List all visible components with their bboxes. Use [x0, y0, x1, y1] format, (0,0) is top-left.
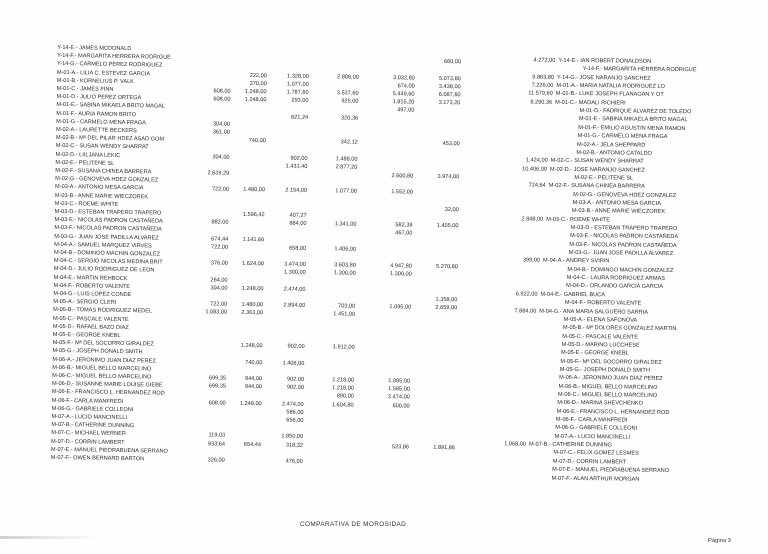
left-row-value: 902,00 — [286, 384, 304, 392]
left-row-value: 1.095,00 — [389, 304, 412, 311]
right-row-name: M-04-G.- ANA MARIA SALGUERO SARRIA — [539, 308, 649, 316]
left-row-value: 1.624,00 — [242, 261, 264, 268]
right-row-name: M-04-A.- ANDREY SVIRIN — [543, 258, 610, 265]
right-row-name: M-02-E.- PELITENE SL — [574, 174, 634, 182]
left-row-value: 476,00 — [285, 458, 303, 465]
left-row-value: 6.087,60 — [438, 91, 461, 99]
right-row-name: M-07-E.- MANUEL PIEDRABUENA SERRANO — [552, 466, 670, 475]
left-row-value: 2.639,29 — [207, 170, 230, 177]
left-row-value: 586,00 — [286, 409, 304, 416]
left-row-value: 318,32 — [285, 442, 304, 449]
left-row-value: 1.406,00 — [334, 246, 357, 253]
right-row-name: M-01-B.- LUKE JOSEPH FLANAGAN Y OT — [555, 91, 664, 99]
left-row-name: M-03-E.- NICOLAS PADRON CASTAÑEDA — [54, 217, 163, 225]
right-row-name: Y-14-F.- MARGARITA HERRERA RODRIGUE — [582, 66, 697, 74]
left-row-value: 1.912,00 — [332, 344, 355, 351]
right-row-name: M-07-C.- FELIX GOMEZ LESMES — [553, 450, 639, 458]
left-row-name: M-03-G.- JUAN JOSE PADILLA ALVAREZ — [54, 233, 159, 242]
left-row-value: 119,03 — [208, 432, 226, 439]
left-row-value: 884,00 — [289, 220, 307, 228]
right-row-name: M-02-F.- SUSANA CHINEA BARRERA — [548, 182, 645, 190]
left-row-value: 699,35 — [208, 375, 227, 382]
left-row-value: 1.405,00 — [436, 223, 459, 230]
left-row-name: M-05-C.- PASCALE VALENTE — [52, 315, 129, 323]
left-row-value: 1.300,00 — [283, 269, 306, 277]
left-row-name: M-05-E.- GEORGE KNEBL — [52, 331, 121, 339]
right-row-name: M-01-A.- MARIA NATALIA RODRIGUEZ LO — [556, 82, 666, 90]
left-row-value: 2.894,00 — [283, 302, 306, 310]
left-row-value: 497,00 — [397, 107, 415, 114]
right-row-name: M-03-E.- NICOLAS PADRON CASTAÑEDA — [569, 233, 679, 241]
left-row-value: 2.659,00 — [435, 305, 458, 312]
left-row-value: 621,24 — [291, 114, 309, 121]
left-row-value: 370,00 — [249, 80, 267, 87]
left-row-name: M-07-D.- CORRIN LAMBERT — [51, 438, 125, 446]
left-row-name: M-06-G.- GABRIELE COLLEONI — [51, 405, 134, 413]
left-row-name: M-04-F.- ROBERTO VALENTE — [53, 282, 131, 290]
right-row-name: Y-14-E.- IAN ROBERT DONALDSON — [558, 57, 652, 65]
left-row-value: 2.154,00 — [285, 187, 308, 195]
left-row-value: 1.083,00 — [205, 309, 228, 316]
left-row-name: M-07-B.- CATHERINE DUNNING — [51, 422, 135, 430]
left-row-value: 582,38 — [395, 222, 413, 229]
left-row-value: 1.480,00 — [241, 302, 264, 309]
right-row-name: M-04-C.- LAURA RODRIGUEZ ARMAS — [566, 275, 666, 283]
left-row-name: M-04-D.- JULIO RODRIGUEZ DE LEON — [53, 266, 155, 274]
left-row-name: M-05-D.- RAFAEL BAZO DIAZ — [52, 323, 129, 331]
left-row-value: 3.603,80 — [334, 262, 356, 269]
right-row-name: M-02-G.- GENOVEVA HDEZ GONZALEZ — [573, 191, 677, 199]
left-row-name: M-07-C.- MICHAEL WERNER — [51, 430, 126, 438]
left-row-name: M-05-G.- JOSEPH DONALD SMITH — [52, 348, 143, 356]
left-row-name: M-01-G.- CARMELO MENA FRAGA — [56, 118, 146, 127]
right-row-amount: 724,64 — [528, 182, 546, 189]
right-row-name: M-06-C.- MIGUEL BELLO MARCELINO — [557, 391, 658, 399]
left-row-name: M-01-D.- JULIO PEREZ ORTEGA — [56, 94, 142, 102]
right-row-amount: 7.226,00 — [531, 82, 554, 89]
left-row-name: M-01-F.- AURIA RAMON BRITO — [56, 110, 137, 118]
left-row-name: M-05-F.- Mª DEL SOCORRO GIRALDEZ — [52, 340, 154, 348]
left-row-name: M-01-B.- KORNELIUS P. VALK — [56, 77, 134, 85]
left-row-value: 1.850,00 — [281, 433, 304, 441]
left-row-value: 656,00 — [286, 417, 304, 424]
right-row-name: M-03-F.- NICOLAS PADRON CASTAÑEDA — [569, 241, 677, 249]
right-row-name: M-06-A.- JERONIMO JUAN DIAZ PEREZ — [559, 375, 663, 383]
left-row-value: 1.451,00 — [333, 311, 356, 319]
left-row-name: M-04-G.- LUIS LOPEZ CONDE — [53, 290, 132, 299]
right-row-name: M-05-G.- JOSEPH DONALD SMITH — [559, 366, 650, 374]
left-row-value: 304,00 — [212, 121, 231, 128]
left-row-name: M-02-G.- GENOVEVA HDEZ GONZALEZ — [55, 176, 159, 184]
right-row-name: M-04-F.- ROBERTO VALENTE — [564, 300, 642, 307]
left-row-value: 1.248,00 — [239, 400, 262, 407]
left-row-value: 326,00 — [207, 457, 225, 464]
left-row-value: 32,00 — [444, 206, 459, 214]
scan-smudge — [0, 536, 100, 539]
left-row-value: 608,00 — [213, 88, 231, 95]
left-row-name: M-04-C.- SERGIO NICOLAS MEDINA BRIT — [53, 258, 163, 266]
left-row-value: 944,00 — [244, 375, 263, 383]
right-row-amount: 1.068,00 — [504, 441, 527, 448]
left-row-value: 882,00 — [211, 219, 229, 226]
left-row-name: Y-14-G.- CARMELO PEREZ RODRIGUEZ — [56, 61, 163, 69]
left-row-value: 740,00 — [245, 359, 263, 366]
right-row-name: M-01-C.- MADALI RICHIERI — [555, 99, 626, 107]
left-row-value: 2.474,00 — [283, 286, 306, 293]
page-number: Página 3 — [708, 538, 731, 544]
left-row-value: 902,00 — [286, 376, 305, 383]
left-row-value: 600,00 — [392, 402, 410, 410]
left-row-value: 1.328,00 — [287, 73, 309, 80]
left-row-value: 722,00 — [210, 244, 229, 251]
left-row-value: 1.341,00 — [334, 221, 357, 228]
right-row-name: M-07-D.- CORRIN LAMBERT — [552, 458, 627, 466]
right-row-name: M-03-A.- ANTONIO MESA GARCIA — [572, 199, 662, 207]
right-row-name: M-05-C.- PASCALE VALENTE — [562, 333, 638, 341]
left-row-name: M-06-C.- MIGUEL BELLO MARCELINO — [52, 372, 152, 381]
left-row-name: M-06-A.- JERONIMO JUAN DIAZ PEREZ — [52, 356, 156, 365]
left-row-name: M-02-C.- SUSAN WENDY SHARRAT — [55, 143, 149, 151]
left-row-value: 2.474,00 — [281, 401, 304, 408]
left-row-value: 925,00 — [341, 98, 359, 105]
right-row-amount: 2.848,00 — [521, 216, 544, 223]
left-row-name: M-02-A.- LAURETTE BECKERS — [55, 126, 137, 135]
left-row-name: M-06-D.- SUSANNE MARIE LOUISE GIEBE — [51, 381, 163, 389]
left-row-value: 453,00 — [442, 141, 460, 148]
left-row-value: 1.891,86 — [433, 444, 456, 451]
left-row-value: 2.600,80 — [391, 173, 414, 180]
left-row-value: 2.808,00 — [337, 73, 359, 81]
left-row-value: 654,44 — [243, 441, 262, 448]
left-row-value: 4.947,80 — [390, 263, 412, 270]
left-row-value: 740,00 — [248, 138, 266, 145]
left-row-value: 1.248,00 — [244, 97, 267, 104]
left-row-value: 1.085,00 — [388, 378, 411, 385]
right-row-amount: 10.406,00 — [522, 165, 548, 173]
left-row-value: 3.474,00 — [284, 261, 306, 269]
right-row-name: M-02-D.- JOSE NARANJO SANCHEZ — [550, 166, 645, 174]
right-row-name: M-05-A.- ELENA SAFONOVA — [563, 316, 638, 324]
right-row-name: M-02-A.- JELA SHEPPARD — [576, 141, 646, 149]
right-row-name: M-06-B.- MIGUEL BELLO MARCELINO — [558, 383, 658, 391]
left-row-value: 1.300,00 — [333, 270, 356, 278]
right-row-name: M-06-E.- FRANCISCO L. HERNANDEZ ROD — [556, 408, 670, 416]
right-row-name: M-07-B.- CATHERINE DUNNING — [528, 441, 612, 449]
left-row-value: 264,00 — [210, 276, 228, 284]
left-row-value: 1.218,00 — [332, 377, 355, 384]
right-row-name: M-06-G.- GABRIELE COLLEONI — [555, 425, 638, 433]
left-row-name: M-03-D.- ESTEBAN TRAPERO TRAPERO — [54, 208, 162, 217]
right-row-name: M-01-F.- EMILIO AGUSTIN MENA RAMON — [578, 124, 686, 132]
left-row-value: 1.141,66 — [242, 236, 265, 243]
left-row-value: 222,00 — [249, 72, 267, 79]
left-row-value: 361,00 — [212, 129, 230, 136]
left-row-value: 2.877,20 — [335, 164, 358, 171]
left-row-value: 3.032,80 — [392, 74, 415, 82]
left-row-value: 320,36 — [341, 114, 359, 122]
left-row-name: M-07-A.- LUCIO MANCINELLI — [51, 413, 128, 422]
right-row-name: M-04-D.- ORLANDO GARCIA GARCIA — [566, 283, 664, 291]
right-row-amount: 11.579,60 — [528, 90, 553, 98]
left-row-value: 902,00 — [287, 343, 305, 351]
left-row-value: 722,00 — [211, 186, 230, 194]
right-row-name: M-02-B.- ANTONIO CATALDO — [576, 149, 652, 157]
right-row-name: M-05-B.- Mª DOLORES GONZALEZ MARTIN — [562, 325, 677, 333]
right-row-amount: 1.424,00 — [525, 157, 548, 164]
right-row-amount: 399,00 — [522, 257, 541, 265]
left-row-value: 902,00 — [290, 155, 308, 162]
left-row-value: 608,00 — [213, 96, 231, 103]
right-row-name: M-05-D.- MARINO LUCCHESE — [561, 341, 640, 349]
right-row-name: M-05-F.- Mª DEL SOCORRO GIRALDEZ — [560, 358, 662, 366]
left-row-value: 1.218,00 — [332, 385, 354, 392]
left-row-value: 608,00 — [208, 399, 226, 407]
left-row-value: 304,00 — [212, 153, 230, 161]
left-row-value: 1.431,40 — [285, 163, 308, 170]
left-row-name: M-04-E.- MARTIN REHBOCK — [53, 274, 128, 282]
right-row-name: M-01-E.- SABINA MIKAELA BRITO MAGAL — [578, 116, 688, 124]
left-row-value: 1.488,00 — [335, 155, 358, 163]
right-row-amount: 7.884,00 — [514, 307, 537, 315]
left-row-value: 944,00 — [244, 384, 262, 391]
left-row-name: M-04-A.- SAMUEL MARQUEZ VIRVES — [54, 241, 152, 250]
left-row-name: M-03-C.- ROEME WHITE — [54, 200, 119, 208]
right-row-name: M-04-E.- GABRIEL BUCA — [540, 291, 605, 299]
left-row-value: 1.077,00 — [286, 81, 309, 88]
left-row-value: 523,86 — [391, 443, 410, 451]
left-row-value: 1.077,00 — [335, 188, 358, 196]
left-row-name: M-02-D.- LIILJANA LEKIC — [55, 151, 121, 159]
left-row-name: M-03-B.- ANNE MARIE WIECZOREK — [54, 192, 149, 200]
right-row-name: M-07-A.- LUCIO MANCINELLI — [554, 433, 631, 441]
right-row-name: M-01-D.- FADRIQUE ALVAREZ DE TOLEDO — [579, 108, 692, 116]
left-row-name: M-05-A.- SERGIO CLERI — [53, 299, 117, 307]
left-row-value: 467,00 — [395, 230, 413, 237]
right-row-name: M-05-E.- GEORGE KNEBL — [561, 350, 629, 357]
left-row-value: 674,44 — [211, 235, 229, 243]
left-row-value: 1.248,00 — [241, 285, 264, 292]
left-row-name: M-02-E.- PELITENE SL — [55, 159, 115, 167]
left-row-name: Y-14-E.- JAMES MCDONALD — [57, 44, 132, 53]
left-row-value: 3.537,60 — [336, 90, 359, 97]
left-row-name: M-03-A.- ANTONIO MESA GARCIA — [55, 184, 144, 192]
left-row-name: M-05-B.- TOMAS RODRIGUEZ MEDEL — [53, 307, 153, 315]
left-row-value: 1.248,00 — [240, 343, 263, 350]
left-row-value: 5.449,60 — [392, 91, 415, 98]
right-row-name: M-07-F.- ALAN ARTHUR MORGAN — [551, 475, 640, 483]
left-row-name: M-01-E.- SABINA MIKAELA BRITO MAGAL — [56, 102, 166, 110]
left-row-name: M-02-F.- SUSANA CHINEA BARRERA — [55, 167, 152, 176]
left-row-value: 1.596,42 — [242, 211, 265, 219]
left-row-name: M-07-F.- OWEN BERNARD BARTON — [50, 454, 145, 463]
left-row-value: 293,00 — [291, 97, 309, 105]
left-row-name: M-06-B.- MIGUEL BELLO MARCELINO — [52, 364, 152, 373]
right-row-name: M-03-G.- JUAN JOSE PADILLA ALVAREZ — [568, 249, 674, 258]
left-row-value: 3.438,00 — [438, 83, 461, 91]
left-row-value: 722,00 — [210, 301, 228, 308]
left-row-value: 1.248,00 — [244, 88, 267, 96]
right-row-amount: 9.863,80 — [532, 74, 555, 81]
left-row-value: 699,35 — [208, 383, 226, 390]
left-row-value: 660,00 — [443, 59, 462, 66]
left-row-value: 1.480,00 — [243, 187, 266, 194]
left-row-value: 1.604,80 — [331, 401, 354, 409]
right-row-name: M-03-B.- ANNE MARIE WIECZOREK — [571, 208, 666, 216]
left-row-value: 1.406,00 — [282, 360, 305, 367]
left-row-name: M-01-C.- JAMES FINN — [56, 85, 114, 93]
left-row-value: 407,27 — [289, 212, 307, 219]
left-row-value: 3.974,00 — [437, 173, 460, 181]
left-row-name: M-06-F.- CARLA MANFREDI — [51, 397, 124, 405]
left-row-name: M-06-E.- FRANCISCO L. HERNANDEZ ROD — [51, 389, 165, 398]
right-row-name: M-06-D.- MARINA SHEVCHENKO — [557, 400, 644, 408]
footer-title: COMPARATIVA DE MOROSIDAD — [300, 521, 407, 528]
right-row-name: M-03-D.- ESTEBAN TRAPERO TRAPERO — [570, 224, 678, 233]
left-row-value: 1.552,00 — [391, 189, 414, 196]
right-row-name: M-06-F.- CARLA MANFREDI — [555, 416, 628, 424]
right-row-name: M-02-C.- SUSAN WENDY SHARRAT — [550, 157, 644, 165]
left-row-value: 376,00 — [210, 260, 228, 267]
right-row-name: M-01-G.- CARMELO MENA FRAGA — [577, 133, 668, 141]
left-row-value: 5.270,80 — [436, 264, 458, 271]
left-row-value: 1.300,00 — [389, 271, 412, 278]
left-row-value: 1.585,00 — [388, 386, 410, 393]
left-row-value: 890,00 — [336, 393, 354, 400]
left-row-value: 1.787,60 — [286, 89, 309, 96]
left-row-name: M-03-F.- NICOLAS PADRON CASTAÑEDA — [54, 225, 162, 233]
left-row-value: 658,00 — [288, 245, 307, 252]
right-row-amount: 6.922,00 — [515, 291, 538, 298]
left-row-value: 703,00 — [338, 303, 356, 310]
left-row-value: 1.815,20 — [392, 99, 415, 106]
left-row-value: 674,00 — [397, 83, 415, 90]
left-row-name: M-04-B.- DOMINGO MACHIN GONZALEZ — [53, 249, 161, 258]
right-row-amount: 8.290,36 — [530, 99, 553, 106]
left-row-name: M-02-B.- Mª DEL PILAR HDEZ ASAD GOM — [55, 135, 165, 143]
left-row-name: M-07-E.- MANUEL PIEDRABUENA SERRANO — [50, 446, 168, 455]
left-row-value: 2.474,00 — [387, 394, 410, 401]
left-row-value: 3.173,20 — [438, 100, 461, 107]
right-row-name: M-03-C.- ROEME WHITE — [546, 216, 610, 223]
left-row-name: Y-14-F.- MARGARITA HERRERA RODRIGUE — [57, 53, 171, 61]
right-row-name: M-04-B.- DOMINGO MACHIN GONZALEZ — [567, 266, 674, 274]
left-row-value: 304,00 — [210, 285, 228, 292]
left-row-value: 342,12 — [340, 139, 358, 146]
left-row-value: 1.358,00 — [435, 296, 458, 304]
left-row-value: 933,64 — [207, 440, 226, 448]
left-row-value: 5.073,80 — [438, 75, 461, 82]
left-row-value: 2.363,00 — [241, 310, 264, 317]
left-row-name: M-01-A.- LILIA C. ESTEVEZ GARCIA — [56, 69, 151, 77]
right-row-name: Y-14-G.- JOSE NARANJO SANCHEZ — [557, 74, 651, 82]
right-row-amount: 4.272,00 — [533, 57, 556, 64]
